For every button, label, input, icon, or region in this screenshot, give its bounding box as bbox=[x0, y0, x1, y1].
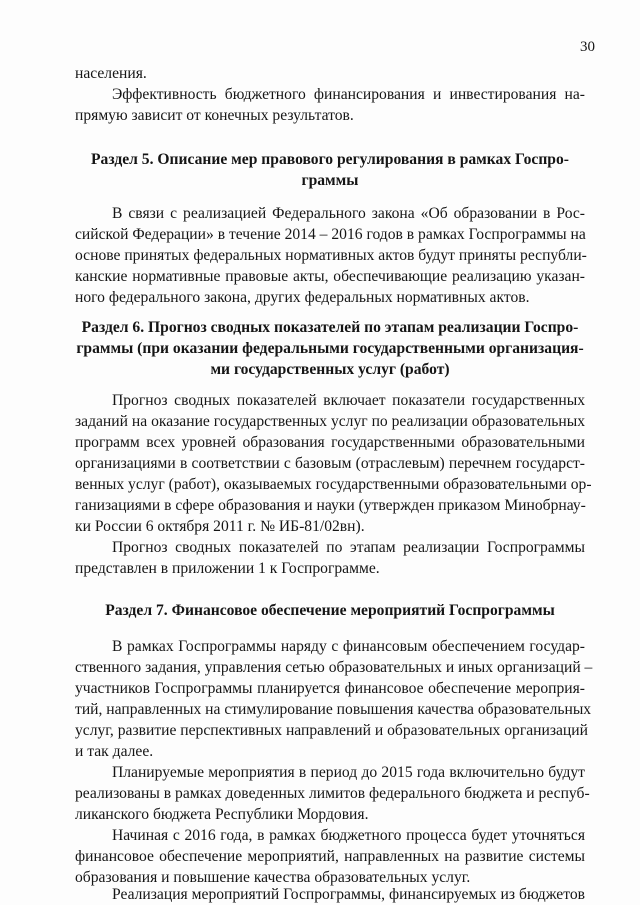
text-line: финансовое обеспечение мероприятий, направленных на развитие системы bbox=[75, 848, 585, 865]
text-line: заданий на оказание государственных услуг по реализации образовательных bbox=[75, 413, 585, 430]
section-heading: ми государственных услуг (работ) bbox=[210, 361, 450, 378]
text-line: В рамках Госпрограммы наряду с финансовым обеспечением государ- bbox=[112, 638, 585, 655]
text-line: организациями в соответствии с базовым (отраслевым) перечнем государст- bbox=[75, 455, 585, 472]
text-line: В связи с реализацией Федерального закона «Об образовании в Рос- bbox=[112, 205, 585, 222]
text-line: прямую зависит от конечных результатов. bbox=[75, 107, 354, 124]
text-line: Планируемые мероприятия в период до 2015 года включительно будут bbox=[112, 764, 585, 781]
text-line: населения. bbox=[75, 65, 147, 82]
section-heading: Раздел 6. Прогноз сводных показателей по этапам реализации Госпро- bbox=[81, 319, 579, 336]
text-line: основе принятых федеральных нормативных актов будут приняты республи- bbox=[75, 247, 587, 264]
text-line: ственного задания, управления сетью образовательных и иных организаций – bbox=[75, 659, 593, 676]
section-heading: Раздел 7. Финансовое обеспечение мероприятий Госпрограммы bbox=[105, 602, 555, 619]
section-heading: граммы bbox=[301, 172, 359, 189]
text-line: Прогноз сводных показателей включает показатели государственных bbox=[112, 392, 585, 409]
text-line: реализованы в рамках доведенных лимитов федерального бюджета и респуб- bbox=[75, 785, 590, 802]
text-line: услуг, развитие перспективных направлений и образовательных организаций bbox=[75, 722, 588, 739]
text-line: ки России 6 октября 2011 г. № ИБ-81/02вн). bbox=[75, 518, 365, 535]
text-line: участников Госпрограммы планируется финансовое обеспечение мероприя- bbox=[75, 680, 585, 697]
text-line: представлен в приложении 1 к Госпрограмме. bbox=[75, 560, 380, 577]
text-line: программ всех уровней образования государственными образовательными bbox=[75, 434, 585, 451]
text-line: сийской Федерации» в течение 2014 – 2016 годов в рамках Госпрограммы на bbox=[75, 226, 586, 243]
text-line: Начиная с 2016 года, в рамках бюджетного процесса будет уточняться bbox=[112, 827, 585, 844]
text-line: Реализация мероприятий Госпрограммы, финансируемых из бюджетов bbox=[112, 886, 585, 903]
section-heading: граммы (при оказании федеральными государственными организация- bbox=[76, 340, 584, 357]
section-heading: Раздел 5. Описание мер правового регулирования в рамках Госпро- bbox=[91, 151, 569, 168]
text-line: Эффективность бюджетного финансирования и инвестирования на- bbox=[112, 86, 585, 103]
text-line: тий, направленных на стимулирование повышения качества образовательных bbox=[75, 701, 592, 718]
text-line: ликанского бюджета Республики Мордовия. bbox=[75, 806, 369, 823]
text-line: ганизациями в сфере образования и науки (утвержден приказом Минобрнау- bbox=[75, 497, 586, 514]
text-line: венных услуг (работ), оказываемых государственными образовательными ор- bbox=[75, 476, 592, 493]
text-line: образования и повышение качества образовательных услуг. bbox=[75, 869, 471, 886]
text-line: ного федерального закона, других федеральных нормативных актов. bbox=[75, 289, 530, 306]
text-line: и так далее. bbox=[75, 743, 154, 760]
text-line: канские нормативные правовые акты, обеспечивающие реализацию указан- bbox=[75, 268, 585, 285]
page-number: 30 bbox=[580, 39, 595, 55]
text-line: Прогноз сводных показателей по этапам реализации Госпрограммы bbox=[112, 539, 585, 556]
